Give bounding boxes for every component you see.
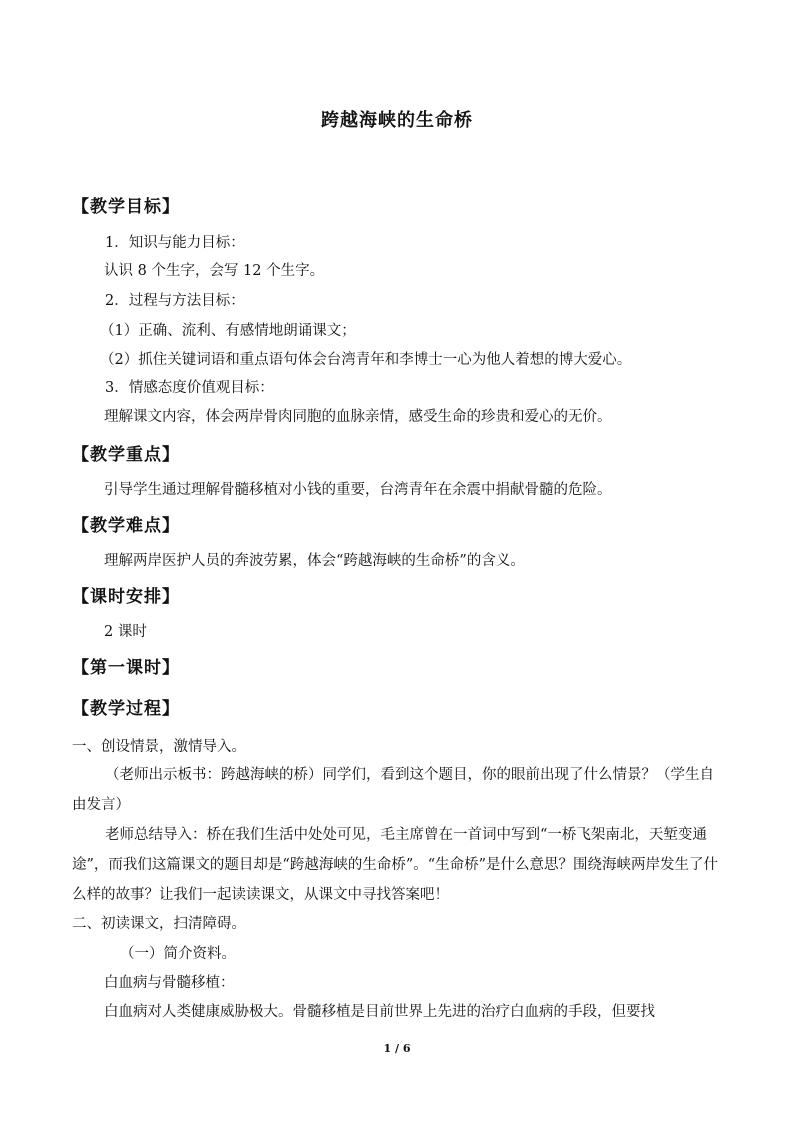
page-indicator: 1 / 6: [383, 1042, 411, 1055]
process-step-2-text: 白血病对人类健康威胁极大。骨髓移植是目前世界上先进的治疗白血病的手段，但要找: [104, 1004, 655, 1020]
heading-schedule: 【课时安排】: [72, 587, 180, 607]
objective-line-7: 理解课文内容，体会两岸骨肉同胞的血脉亲情，感受生命的珍贵和爱心的无价。: [104, 409, 612, 425]
heading-first-lesson: 【第一课时】: [72, 658, 180, 678]
process-step-1-paragraph-1: （老师出示板书：跨越海峡的桥）同学们，看到这个题目，你的眼前出现了什么情景？（学生自由发言）: [72, 767, 714, 813]
key-points-text: 引导学生通过理解骨髓移植对小钱的重要，台湾青年在余震中捐献骨髓的危险。: [104, 482, 612, 498]
objective-line-1: 1．知识与能力目标：: [105, 235, 245, 251]
objective-line-4: （1）正确、流利、有感情地朗诵课文；: [100, 323, 356, 339]
heading-difficulties: 【教学难点】: [72, 516, 180, 536]
heading-key-points: 【教学重点】: [72, 445, 180, 465]
difficulties-text: 理解两岸医护人员的奔波劳累，体会“跨越海峡的生命桥”的含义。: [104, 553, 525, 569]
heading-process: 【教学过程】: [72, 699, 180, 719]
objective-line-3: 2．过程与方法目标：: [105, 293, 245, 309]
schedule-text: 2 课时: [104, 624, 147, 640]
objective-line-2: 认识 8 个生字，会写 12 个生字。: [104, 263, 325, 279]
process-step-1-paragraph-2: 老师总结导入：桥在我们生活中处处可见，毛主席曾在一首词中写到“一桥飞架南北，天堑变通途”，而我们这篇课文的题目却是“跨越海峡的生命桥”。“生命桥”是什么意思？围绕海峡两岸发生了什么样的故事？让我们一起读读课文，从课文中寻找答案吧！: [72, 827, 719, 903]
process-step-2-topic: 白血病与骨髓移植：: [104, 975, 235, 991]
document-title: 跨越海峡的生命桥: [321, 110, 473, 131]
process-step-2-title: 二、初读课文，扫清障碍。: [72, 916, 246, 932]
heading-objectives: 【教学目标】: [72, 197, 180, 217]
process-step-2-subtitle: （一）简介资料。: [120, 946, 236, 962]
objective-line-6: 3．情感态度价值观目标：: [105, 380, 274, 396]
objective-line-5: （2）抓住关键词语和重点语句体会台湾青年和李博士一心为他人着想的博大爱心。: [100, 352, 632, 368]
process-step-1-title: 一、创设情景，激情导入。: [72, 739, 246, 755]
